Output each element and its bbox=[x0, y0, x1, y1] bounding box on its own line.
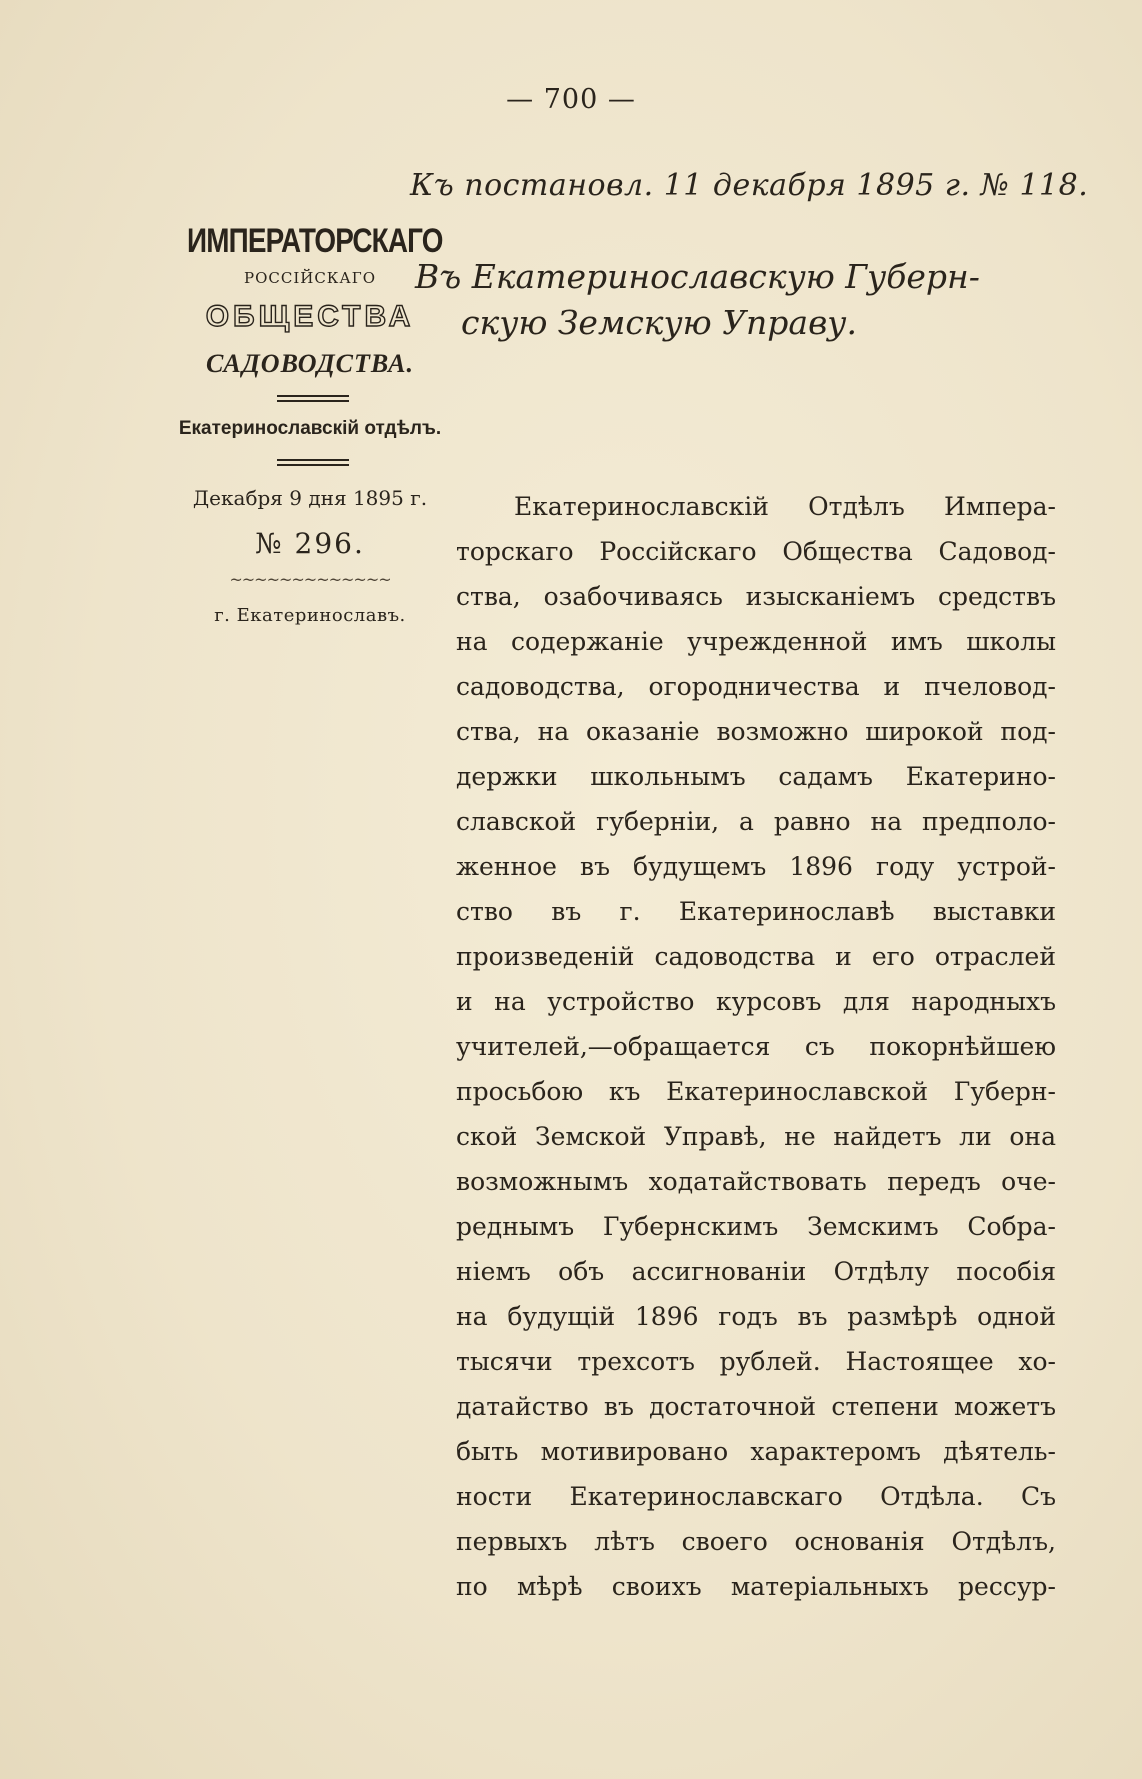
body-line: реднымъ Губернскимъ Земскимъ Собра- bbox=[456, 1212, 1056, 1241]
resolution-heading: Къ постановл. 11 декабря 1895 г. № 118. bbox=[410, 168, 1089, 203]
body-line: садоводства, огородничества и пчеловод- bbox=[456, 672, 1056, 701]
body-line: славской губерніи, а равно на предполо- bbox=[456, 807, 1056, 836]
letterhead-society: ОБЩЕСТВА bbox=[205, 300, 415, 333]
body-line: ской Земской Управѣ, не найдетъ ли она bbox=[456, 1122, 1056, 1151]
addressee-line: Въ Екатеринославскую Губерн- bbox=[415, 257, 980, 296]
body-line: на содержаніе учрежденной имъ школы bbox=[456, 627, 1056, 656]
letterhead-imperial: ИМПЕРАТОРСКАГО bbox=[187, 222, 443, 260]
body-line: по мѣрѣ своихъ матеріальныхъ рессур- bbox=[456, 1572, 1056, 1601]
body-line: произведеній садоводства и его отраслей bbox=[456, 942, 1056, 971]
body-line: ства, на оказаніе возможно широкой под- bbox=[456, 717, 1056, 746]
department-name: Екатеринославскій отдѣлъ. bbox=[178, 418, 442, 439]
body-line: на будущій 1896 годъ въ размѣрѣ одной bbox=[456, 1302, 1056, 1331]
divider-rule bbox=[277, 459, 349, 466]
body-line: быть мотивировано характеромъ дѣятель- bbox=[456, 1437, 1056, 1466]
letter-date: Декабря 9 дня 1895 г. bbox=[192, 486, 428, 510]
letter-number: № 296. bbox=[255, 527, 365, 560]
page-number: — 700 — bbox=[506, 84, 636, 115]
addressee-line: скую Земскую Управу. bbox=[461, 303, 857, 342]
body-line: торскаго Россійскаго Общества Садовод- bbox=[456, 537, 1056, 566]
body-line: первыхъ лѣтъ своего основанія Отдѣлъ, bbox=[456, 1527, 1056, 1556]
letter-body bbox=[456, 484, 1056, 1609]
body-line: держки школьнымъ садамъ Екатерино- bbox=[456, 762, 1056, 791]
body-line: учителей,—обращается съ покорнѣйшею bbox=[456, 1032, 1056, 1061]
wavy-divider: ~~~~~~~~~~~~~ bbox=[229, 570, 391, 589]
letterhead-russian: РОССІЙСКАГО bbox=[243, 269, 377, 287]
addressee-block bbox=[415, 254, 1055, 346]
body-line: ства, озабочиваясь изысканіемъ средствъ bbox=[456, 582, 1056, 611]
letterhead-horticulture: САДОВОДСТВА. bbox=[205, 349, 415, 378]
letter-city: г. Екатеринославъ. bbox=[214, 605, 406, 626]
body-line: просьбою къ Екатеринославской Губерн- bbox=[456, 1077, 1056, 1106]
body-line: ство въ г. Екатеринославѣ выставки bbox=[456, 897, 1056, 926]
body-line: датайство въ достаточной степени можетъ bbox=[456, 1392, 1056, 1421]
body-line: женное въ будущемъ 1896 году устрой- bbox=[456, 852, 1056, 881]
body-line: ніемъ объ ассигнованіи Отдѣлу пособія bbox=[456, 1257, 1056, 1286]
body-line: Екатеринославскій Отдѣлъ Импера- bbox=[514, 492, 1056, 521]
body-line: тысячи трехсотъ рублей. Настоящее хо- bbox=[456, 1347, 1056, 1376]
body-line: возможнымъ ходатайствовать передъ оче- bbox=[456, 1167, 1056, 1196]
divider-rule bbox=[277, 395, 349, 402]
body-line: ности Екатеринославскаго Отдѣла. Съ bbox=[456, 1482, 1056, 1511]
body-line: и на устройство курсовъ для народныхъ bbox=[456, 987, 1056, 1016]
